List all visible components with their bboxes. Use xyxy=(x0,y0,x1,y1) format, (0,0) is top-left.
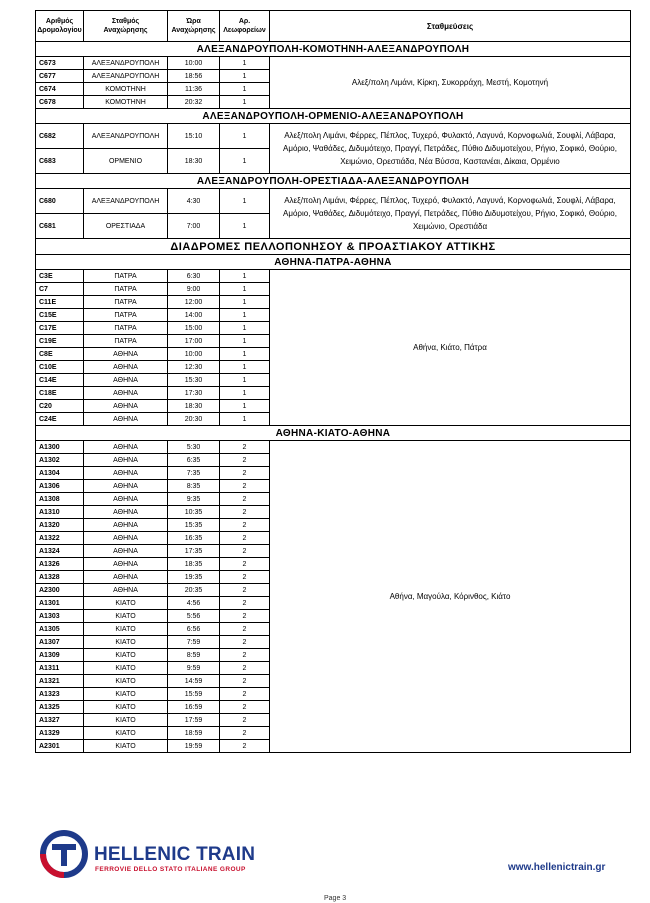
route-number: A1326 xyxy=(36,558,84,571)
departure-station: ΑΘΗΝΑ xyxy=(84,374,168,387)
section-alexandroupoli-orestiada xyxy=(36,174,631,189)
bus-count: 2 xyxy=(220,727,270,740)
departure-time: 8:59 xyxy=(168,649,220,662)
bus-count: 1 xyxy=(220,270,270,283)
departure-time: 18:30 xyxy=(168,149,220,174)
departure-time: 4:30 xyxy=(168,189,220,214)
bus-count: 1 xyxy=(220,57,270,70)
departure-time: 18:35 xyxy=(168,558,220,571)
route-number: A1303 xyxy=(36,610,84,623)
route-number: C3E xyxy=(36,270,84,283)
departure-time: 15:35 xyxy=(168,519,220,532)
bus-count: 1 xyxy=(220,214,270,239)
bus-count: 2 xyxy=(220,467,270,480)
route-number: A1301 xyxy=(36,597,84,610)
departure-station: ΟΡΜΕΝΙΟ xyxy=(84,149,168,174)
departure-station: ΑΘΗΝΑ xyxy=(84,519,168,532)
route-number: C10E xyxy=(36,361,84,374)
table-row xyxy=(36,270,631,283)
route-number: A1307 xyxy=(36,636,84,649)
departure-time: 17:59 xyxy=(168,714,220,727)
bus-count: 2 xyxy=(220,545,270,558)
table-row xyxy=(36,124,631,149)
bus-count: 2 xyxy=(220,493,270,506)
bus-count: 1 xyxy=(220,283,270,296)
departure-station: ΑΘΗΝΑ xyxy=(84,387,168,400)
departure-station: ΑΘΗΝΑ xyxy=(84,413,168,426)
departure-station: ΚΙΑΤΟ xyxy=(84,623,168,636)
bus-count: 2 xyxy=(220,610,270,623)
departure-time: 10:35 xyxy=(168,506,220,519)
section-title: ΑΛΕΞΑΝΔΡΟΥΠΟΛΗ-ΚΟΜΟΤΗΝΗ-ΑΛΕΞΑΝΔΡΟΥΠΟΛΗ xyxy=(36,42,631,57)
departure-station: ΑΘΗΝΑ xyxy=(84,348,168,361)
departure-station: ΑΘΗΝΑ xyxy=(84,558,168,571)
departure-station: ΚΙΑΤΟ xyxy=(84,662,168,675)
route-number: C7 xyxy=(36,283,84,296)
bus-count: 1 xyxy=(220,189,270,214)
route-number: A1305 xyxy=(36,623,84,636)
departure-station: ΚΙΑΤΟ xyxy=(84,714,168,727)
route-number: A1329 xyxy=(36,727,84,740)
route-number: C683 xyxy=(36,149,84,174)
bus-count: 2 xyxy=(220,532,270,545)
section-athina-patra xyxy=(36,255,631,270)
bus-count: 1 xyxy=(220,400,270,413)
bus-count: 2 xyxy=(220,623,270,636)
departure-time: 17:35 xyxy=(168,545,220,558)
bus-count: 1 xyxy=(220,374,270,387)
route-number: C20 xyxy=(36,400,84,413)
bus-count: 2 xyxy=(220,454,270,467)
logo-name: HELLENIC TRAIN xyxy=(94,844,256,865)
bus-count: 2 xyxy=(220,584,270,597)
route-number: A1321 xyxy=(36,675,84,688)
departure-time: 8:35 xyxy=(168,480,220,493)
departure-station: ΚΙΑΤΟ xyxy=(84,688,168,701)
departure-station: ΠΑΤΡΑ xyxy=(84,322,168,335)
departure-station: ΑΘΗΝΑ xyxy=(84,532,168,545)
bus-count: 1 xyxy=(220,96,270,109)
route-number: A2301 xyxy=(36,740,84,753)
bus-count: 2 xyxy=(220,675,270,688)
departure-station: ΑΘΗΝΑ xyxy=(84,506,168,519)
departure-time: 20:30 xyxy=(168,413,220,426)
departure-station: ΑΘΗΝΑ xyxy=(84,361,168,374)
departure-time: 15:30 xyxy=(168,374,220,387)
bus-count: 2 xyxy=(220,441,270,454)
route-number: C673 xyxy=(36,57,84,70)
departure-time: 15:00 xyxy=(168,322,220,335)
departure-time: 6:35 xyxy=(168,454,220,467)
route-number: A1323 xyxy=(36,688,84,701)
departure-station: ΑΛΕΞΑΝΔΡΟΥΠΟΛΗ xyxy=(84,57,168,70)
bus-count: 1 xyxy=(220,387,270,400)
departure-time: 12:30 xyxy=(168,361,220,374)
departure-station: ΟΡΕΣΤΙΑΔΑ xyxy=(84,214,168,239)
departure-station: ΑΘΗΝΑ xyxy=(84,584,168,597)
departure-station: ΚΟΜΟΤΗΝΗ xyxy=(84,83,168,96)
departure-station: ΑΘΗΝΑ xyxy=(84,480,168,493)
section-title: ΑΛΕΞΑΝΔΡΟΥΠΟΛΗ-ΟΡΜΕΝΙΟ-ΑΛΕΞΑΝΔΡΟΥΠΟΛΗ xyxy=(36,109,631,124)
route-number: A1328 xyxy=(36,571,84,584)
header-departure-station: Σταθμός Αναχώρησης xyxy=(84,11,168,42)
route-number: A1310 xyxy=(36,506,84,519)
route-number: A1325 xyxy=(36,701,84,714)
departure-time: 9:00 xyxy=(168,283,220,296)
departure-time: 18:59 xyxy=(168,727,220,740)
bus-count: 2 xyxy=(220,701,270,714)
route-number: C11E xyxy=(36,296,84,309)
departure-time: 7:00 xyxy=(168,214,220,239)
route-number: C682 xyxy=(36,124,84,149)
route-number: A1324 xyxy=(36,545,84,558)
table-row xyxy=(36,441,631,454)
departure-station: ΑΛΕΞΑΝΔΡΟΥΠΟΛΗ xyxy=(84,70,168,83)
departure-station: ΚΙΑΤΟ xyxy=(84,597,168,610)
stops-list: Αλεξ/πολη Λιμάνι, Κίρκη, Συκορράχη, Μεστή, Κομοτηνή xyxy=(270,57,631,109)
bus-count: 1 xyxy=(220,348,270,361)
departure-time: 14:59 xyxy=(168,675,220,688)
header-departure-time: Ώρα Αναχώρησης xyxy=(168,11,220,42)
bus-count: 2 xyxy=(220,740,270,753)
departure-station: ΑΘΗΝΑ xyxy=(84,545,168,558)
header-stops: Σταθμεύσεις xyxy=(270,11,631,42)
logo-subtitle: FERROVIE DELLO STATO ITALIANE GROUP xyxy=(95,866,246,873)
section-alexandroupoli-ormenio xyxy=(36,109,631,124)
route-number: C17E xyxy=(36,322,84,335)
departure-station: ΑΘΗΝΑ xyxy=(84,441,168,454)
route-number: A1309 xyxy=(36,649,84,662)
route-number: A1327 xyxy=(36,714,84,727)
bus-count: 2 xyxy=(220,714,270,727)
route-number: C24E xyxy=(36,413,84,426)
departure-time: 20:32 xyxy=(168,96,220,109)
departure-time: 10:00 xyxy=(168,348,220,361)
departure-time: 7:59 xyxy=(168,636,220,649)
table-row xyxy=(36,189,631,214)
route-number: C677 xyxy=(36,70,84,83)
stops-list: Αλεξ/πολη Λιμάνι, Φέρρες, Πέπλος, Τυχερό, Φυλακτό, Λαγυνά, Κορνοφωλιά, Σουφλί, Λάβαρα, Αμόριο, Ψαθάδες, Διδυμότειχο, Πραγγί, Πετράδες, Πύθιο Διδυμοτείχου, Ρήγιο, Σοφικό, Θούριο, Χειμώνιο, Ορεστιάδα xyxy=(270,189,631,239)
departure-time: 10:00 xyxy=(168,57,220,70)
bus-count: 2 xyxy=(220,688,270,701)
departure-station: ΠΑΤΡΑ xyxy=(84,270,168,283)
departure-time: 6:30 xyxy=(168,270,220,283)
bus-count: 1 xyxy=(220,70,270,83)
bus-count: 2 xyxy=(220,597,270,610)
departure-time: 5:56 xyxy=(168,610,220,623)
bus-count: 2 xyxy=(220,649,270,662)
departure-station: ΚΙΑΤΟ xyxy=(84,701,168,714)
route-number: C18E xyxy=(36,387,84,400)
departure-time: 17:00 xyxy=(168,335,220,348)
departure-station: ΚΙΑΤΟ xyxy=(84,649,168,662)
departure-station: ΑΘΗΝΑ xyxy=(84,400,168,413)
route-number: C681 xyxy=(36,214,84,239)
section-title: ΑΘΗΝΑ-ΠΑΤΡΑ-ΑΘΗΝΑ xyxy=(36,255,631,270)
departure-time: 16:59 xyxy=(168,701,220,714)
departure-time: 17:30 xyxy=(168,387,220,400)
route-number: A2300 xyxy=(36,584,84,597)
departure-station: ΚΟΜΟΤΗΝΗ xyxy=(84,96,168,109)
stops-list: Αθήνα, Κιάτο, Πάτρα xyxy=(270,270,631,426)
schedule-body xyxy=(36,42,631,753)
route-number: A1302 xyxy=(36,454,84,467)
route-number: C14E xyxy=(36,374,84,387)
departure-station: ΑΘΗΝΑ xyxy=(84,571,168,584)
departure-time: 12:00 xyxy=(168,296,220,309)
departure-time: 5:30 xyxy=(168,441,220,454)
bus-count: 2 xyxy=(220,662,270,675)
header-route-number: Αριθμός Δρομολογίου xyxy=(36,11,84,42)
departure-time: 18:30 xyxy=(168,400,220,413)
route-number: A1300 xyxy=(36,441,84,454)
section-athina-kiato xyxy=(36,426,631,441)
departure-time: 9:35 xyxy=(168,493,220,506)
stops-list: Αλεξ/πολη Λιμάνι, Φέρρες, Πέπλος, Τυχερό, Φυλακτό, Λαγυνά, Κορνοφωλιά, Σουφλί, Λάβαρα, Αμόριο, Ψαθάδες, Διδυμότειχο, Πραγγί, Πετράδες, Πύθιο Διδυμοτείχου, Ρήγιο, Σοφικό, Θούριο, Χειμώνιο, Ορεστιάδα, Νέα Βύσσα, Καστανέαι, Δίκαια, Ορμένιο xyxy=(270,124,631,174)
bus-count: 1 xyxy=(220,124,270,149)
route-number: C674 xyxy=(36,83,84,96)
bus-count: 2 xyxy=(220,571,270,584)
departure-time: 7:35 xyxy=(168,467,220,480)
departure-time: 18:56 xyxy=(168,70,220,83)
departure-station: ΚΙΑΤΟ xyxy=(84,675,168,688)
route-number: C8E xyxy=(36,348,84,361)
route-number: A1308 xyxy=(36,493,84,506)
bus-count: 1 xyxy=(220,361,270,374)
departure-station: ΑΛΕΞΑΝΔΡΟΥΠΟΛΗ xyxy=(84,189,168,214)
route-number: C680 xyxy=(36,189,84,214)
bus-count: 2 xyxy=(220,636,270,649)
departure-station: ΑΛΕΞΑΝΔΡΟΥΠΟΛΗ xyxy=(84,124,168,149)
table-row xyxy=(36,57,631,70)
departure-station: ΑΘΗΝΑ xyxy=(84,467,168,480)
departure-time: 19:35 xyxy=(168,571,220,584)
bus-count: 1 xyxy=(220,149,270,174)
route-number: A1320 xyxy=(36,519,84,532)
bus-count: 1 xyxy=(220,83,270,96)
bus-count: 1 xyxy=(220,413,270,426)
departure-time: 4:56 xyxy=(168,597,220,610)
departure-time: 15:10 xyxy=(168,124,220,149)
stops-list: Αθήνα, Μαγούλα, Κόρινθος, Κιάτο xyxy=(270,441,631,753)
bus-count: 2 xyxy=(220,558,270,571)
header-row xyxy=(36,11,631,42)
page-number: Page 3 xyxy=(324,895,347,902)
route-number: A1311 xyxy=(36,662,84,675)
departure-station: ΠΑΤΡΑ xyxy=(84,296,168,309)
section-alexandroupoli-komotini xyxy=(36,42,631,57)
departure-station: ΠΑΤΡΑ xyxy=(84,309,168,322)
route-number: C15E xyxy=(36,309,84,322)
bus-count: 2 xyxy=(220,506,270,519)
bus-count: 2 xyxy=(220,480,270,493)
bus-count: 2 xyxy=(220,519,270,532)
departure-station: ΑΘΗΝΑ xyxy=(84,454,168,467)
departure-time: 9:59 xyxy=(168,662,220,675)
route-number: C19E xyxy=(36,335,84,348)
section-title: ΑΛΕΞΑΝΔΡΟΥΠΟΛΗ-ΟΡΕΣΤΙΑΔΑ-ΑΛΕΞΑΝΔΡΟΥΠΟΛΗ xyxy=(36,174,631,189)
departure-time: 11:36 xyxy=(168,83,220,96)
departure-station: ΠΑΤΡΑ xyxy=(84,335,168,348)
departure-station: ΠΑΤΡΑ xyxy=(84,283,168,296)
route-number: A1322 xyxy=(36,532,84,545)
website-link[interactable]: www.hellenictrain.gr xyxy=(508,862,606,873)
bus-count: 1 xyxy=(220,322,270,335)
bus-count: 1 xyxy=(220,335,270,348)
departure-time: 14:00 xyxy=(168,309,220,322)
departure-station: ΑΘΗΝΑ xyxy=(84,493,168,506)
section-peloponnese-attica xyxy=(36,239,631,255)
departure-time: 20:35 xyxy=(168,584,220,597)
route-number: A1306 xyxy=(36,480,84,493)
schedule-table xyxy=(35,10,631,753)
section-title: ΑΘΗΝΑ-ΚΙΑΤΟ-ΑΘΗΝΑ xyxy=(36,426,631,441)
departure-station: ΚΙΑΤΟ xyxy=(84,740,168,753)
departure-station: ΚΙΑΤΟ xyxy=(84,727,168,740)
bus-count: 1 xyxy=(220,296,270,309)
departure-station: ΚΙΑΤΟ xyxy=(84,636,168,649)
departure-time: 6:56 xyxy=(168,623,220,636)
header-bus-count: Αρ. Λεωφορείων xyxy=(220,11,270,42)
route-number: C678 xyxy=(36,96,84,109)
departure-time: 16:35 xyxy=(168,532,220,545)
departure-station: ΚΙΑΤΟ xyxy=(84,610,168,623)
departure-time: 19:59 xyxy=(168,740,220,753)
departure-time: 15:59 xyxy=(168,688,220,701)
bus-count: 1 xyxy=(220,309,270,322)
section-title: ΔΙΑΔΡΟΜΕΣ ΠΕΛΛΟΠΟΝΗΣΟΥ & ΠΡΟΑΣΤΙΑΚΟΥ ΑΤΤΙΚΗΣ xyxy=(36,239,631,255)
route-number: A1304 xyxy=(36,467,84,480)
